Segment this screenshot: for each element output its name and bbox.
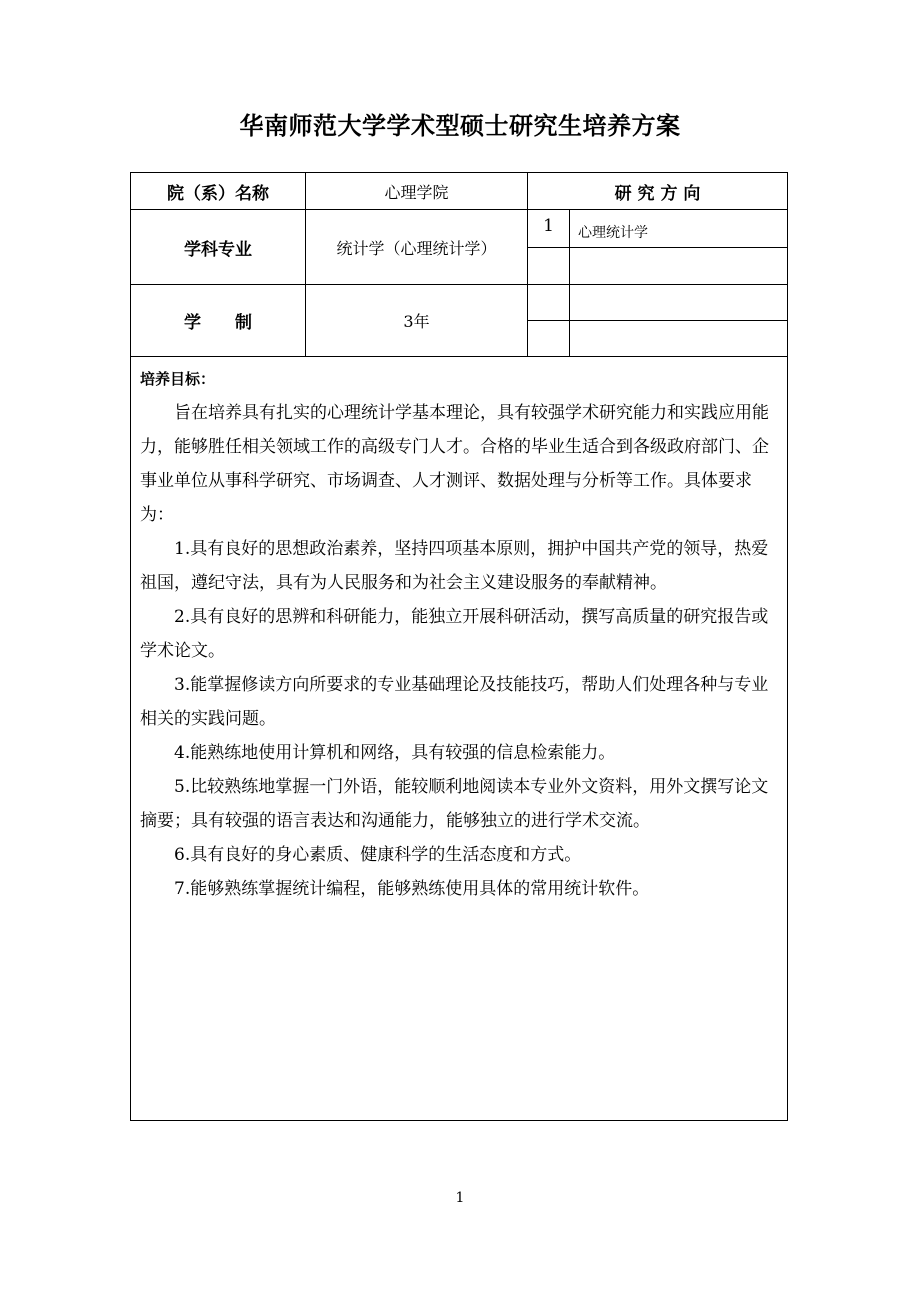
duration-value: 3年 xyxy=(403,312,430,331)
major-value: 统计学（心理统计学） xyxy=(336,238,497,258)
duration-label: 学 制 xyxy=(184,313,252,333)
training-goals xyxy=(140,362,780,906)
table-rule xyxy=(130,356,788,357)
goals-paragraph: 7.能够熟练掌握统计编程，能够熟练使用具体的常用统计软件。 xyxy=(174,879,650,899)
goals-paragraph: 5.比较熟练地掌握一门外语，能较顺利地阅读本专业外文资料，用外文撰写论文摘要；具有较强的语言表达和沟通能力，能够独立的进行学术交流。 xyxy=(140,777,769,831)
direction-number: 1 xyxy=(543,216,554,236)
document-title: 华南师范大学学术型硕士研究生培养方案 xyxy=(239,112,681,140)
dept-value: 心理学院 xyxy=(384,182,449,202)
direction-number xyxy=(528,321,569,356)
goals-heading: 培养目标： xyxy=(140,370,216,388)
goals-paragraph: 1.具有良好的思想政治素养，坚持四项基本原则，拥护中国共产党的领导，热爱祖国，遵纪守法，具有为人民服务和为社会主义建设服务的奉献精神。 xyxy=(140,539,769,593)
major-label: 学科专业 xyxy=(184,239,252,260)
goals-paragraph: 4.能熟练地使用计算机和网络，具有较强的信息检索能力。 xyxy=(174,743,616,763)
goals-paragraph: 2.具有良好的思辨和科研能力，能独立开展科研活动，撰写高质量的研究报告或学术论文。 xyxy=(140,607,769,661)
direction-name: 心理统计学 xyxy=(578,225,648,241)
dept-label: 院（系）名称 xyxy=(167,183,269,204)
goals-paragraph: 旨在培养具有扎实的心理统计学基本理论，具有较强学术研究能力和实践应用能力，能够胜任相关领域工作的高级专门人才。合格的毕业生适合到各级政府部门、企事业单位从事科学研究、市场调查、人才测评、数据处理与分析等工作。具体要求为： xyxy=(140,403,769,525)
direction-header: 研 究 方 向 xyxy=(614,183,701,204)
direction-name xyxy=(570,321,788,356)
page-number: 1 xyxy=(455,1190,465,1206)
goals-paragraph: 6.具有良好的身心素质、健康科学的生活态度和方式。 xyxy=(174,845,582,865)
direction-number xyxy=(528,248,569,284)
goals-paragraph: 3.能掌握修读方向所要求的专业基础理论及技能技巧，帮助人们处理各种与专业相关的实践问题。 xyxy=(140,675,769,729)
direction-name xyxy=(570,285,788,320)
direction-number xyxy=(528,285,569,320)
direction-name xyxy=(570,248,788,284)
